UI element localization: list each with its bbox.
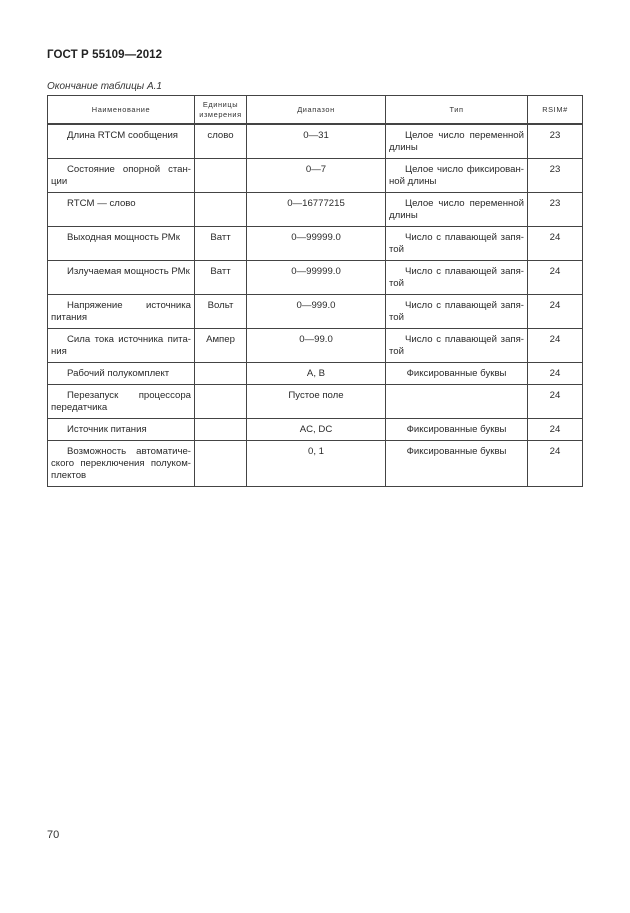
cell-type: Число с плавающей запя-той [386, 295, 528, 329]
table-row [48, 159, 583, 193]
cell-type: Число с плавающей запя-той [386, 261, 528, 295]
cell-type: Фиксированные буквы [386, 419, 528, 441]
cell-type: Целое число фиксирован-ной длины [386, 159, 528, 193]
cell-range: Пустое поле [247, 385, 386, 419]
cell-unit [195, 159, 247, 193]
cell-name: Напряжение источника питания [48, 295, 195, 329]
cell-rsim: 24 [528, 295, 583, 329]
cell-type: Число с плавающей запя-той [386, 329, 528, 363]
column-header-range: Диапазон [247, 96, 386, 125]
cell-name: Сила тока источника пита-ния [48, 329, 195, 363]
cell-name: Возможность автоматиче-ского переключения полуком-плектов [48, 441, 195, 487]
cell-rsim: 23 [528, 193, 583, 227]
cell-rsim: 24 [528, 329, 583, 363]
table-row [48, 261, 583, 295]
cell-type: Целое число переменной длины [386, 193, 528, 227]
table-row [48, 124, 583, 159]
cell-unit: Ватт [195, 261, 247, 295]
cell-type [386, 385, 528, 419]
cell-unit: Ватт [195, 227, 247, 261]
table-body [48, 124, 583, 487]
cell-range: 0—99999.0 [247, 261, 386, 295]
cell-type: Число с плавающей запя-той [386, 227, 528, 261]
cell-rsim: 24 [528, 227, 583, 261]
cell-name: Длина RTCM сообщения [48, 124, 195, 159]
cell-unit: Вольт [195, 295, 247, 329]
cell-range: 0—99.0 [247, 329, 386, 363]
cell-range: 0—99999.0 [247, 227, 386, 261]
table-row [48, 419, 583, 441]
table-row [48, 295, 583, 329]
cell-type: Целое число переменной длины [386, 124, 528, 159]
cell-range: 0, 1 [247, 441, 386, 487]
cell-rsim: 24 [528, 363, 583, 385]
table-row [48, 385, 583, 419]
cell-name: Источник питания [48, 419, 195, 441]
cell-rsim: 24 [528, 261, 583, 295]
cell-unit: Ампер [195, 329, 247, 363]
cell-rsim: 23 [528, 159, 583, 193]
cell-unit [195, 193, 247, 227]
table-row [48, 329, 583, 363]
column-header-name: Наименование [48, 96, 195, 125]
cell-range: 0—999.0 [247, 295, 386, 329]
table-row [48, 441, 583, 487]
column-header-rsim: RSIM# [528, 96, 583, 125]
table-row [48, 193, 583, 227]
cell-rsim: 23 [528, 124, 583, 159]
cell-name: Состояние опорной стан-ции [48, 159, 195, 193]
cell-rsim: 24 [528, 385, 583, 419]
cell-unit: слово [195, 124, 247, 159]
table-caption: Окончание таблицы А.1 [47, 81, 162, 92]
cell-range: 0—16777215 [247, 193, 386, 227]
cell-rsim: 24 [528, 441, 583, 487]
document-header: ГОСТ Р 55109—2012 [47, 49, 163, 61]
cell-rsim: 24 [528, 419, 583, 441]
cell-range: 0—7 [247, 159, 386, 193]
cell-name: Излучаемая мощность РМк [48, 261, 195, 295]
cell-name: Рабочий полукомплект [48, 363, 195, 385]
cell-type: Фиксированные буквы [386, 363, 528, 385]
table-row [48, 363, 583, 385]
cell-name: RTCM — слово [48, 193, 195, 227]
table-row [48, 227, 583, 261]
cell-type: Фиксированные буквы [386, 441, 528, 487]
cell-unit [195, 441, 247, 487]
cell-range: AC, DC [247, 419, 386, 441]
cell-unit [195, 363, 247, 385]
column-header-type: Тип [386, 96, 528, 125]
table-header-row [48, 96, 583, 125]
spec-table [47, 95, 583, 487]
cell-name: Перезапуск процессора передатчика [48, 385, 195, 419]
column-header-unit: Единицы измерения [195, 96, 247, 125]
cell-range: 0—31 [247, 124, 386, 159]
cell-range: А, В [247, 363, 386, 385]
cell-unit [195, 419, 247, 441]
cell-unit [195, 385, 247, 419]
page-number: 70 [47, 829, 60, 841]
cell-name: Выходная мощность РМк [48, 227, 195, 261]
